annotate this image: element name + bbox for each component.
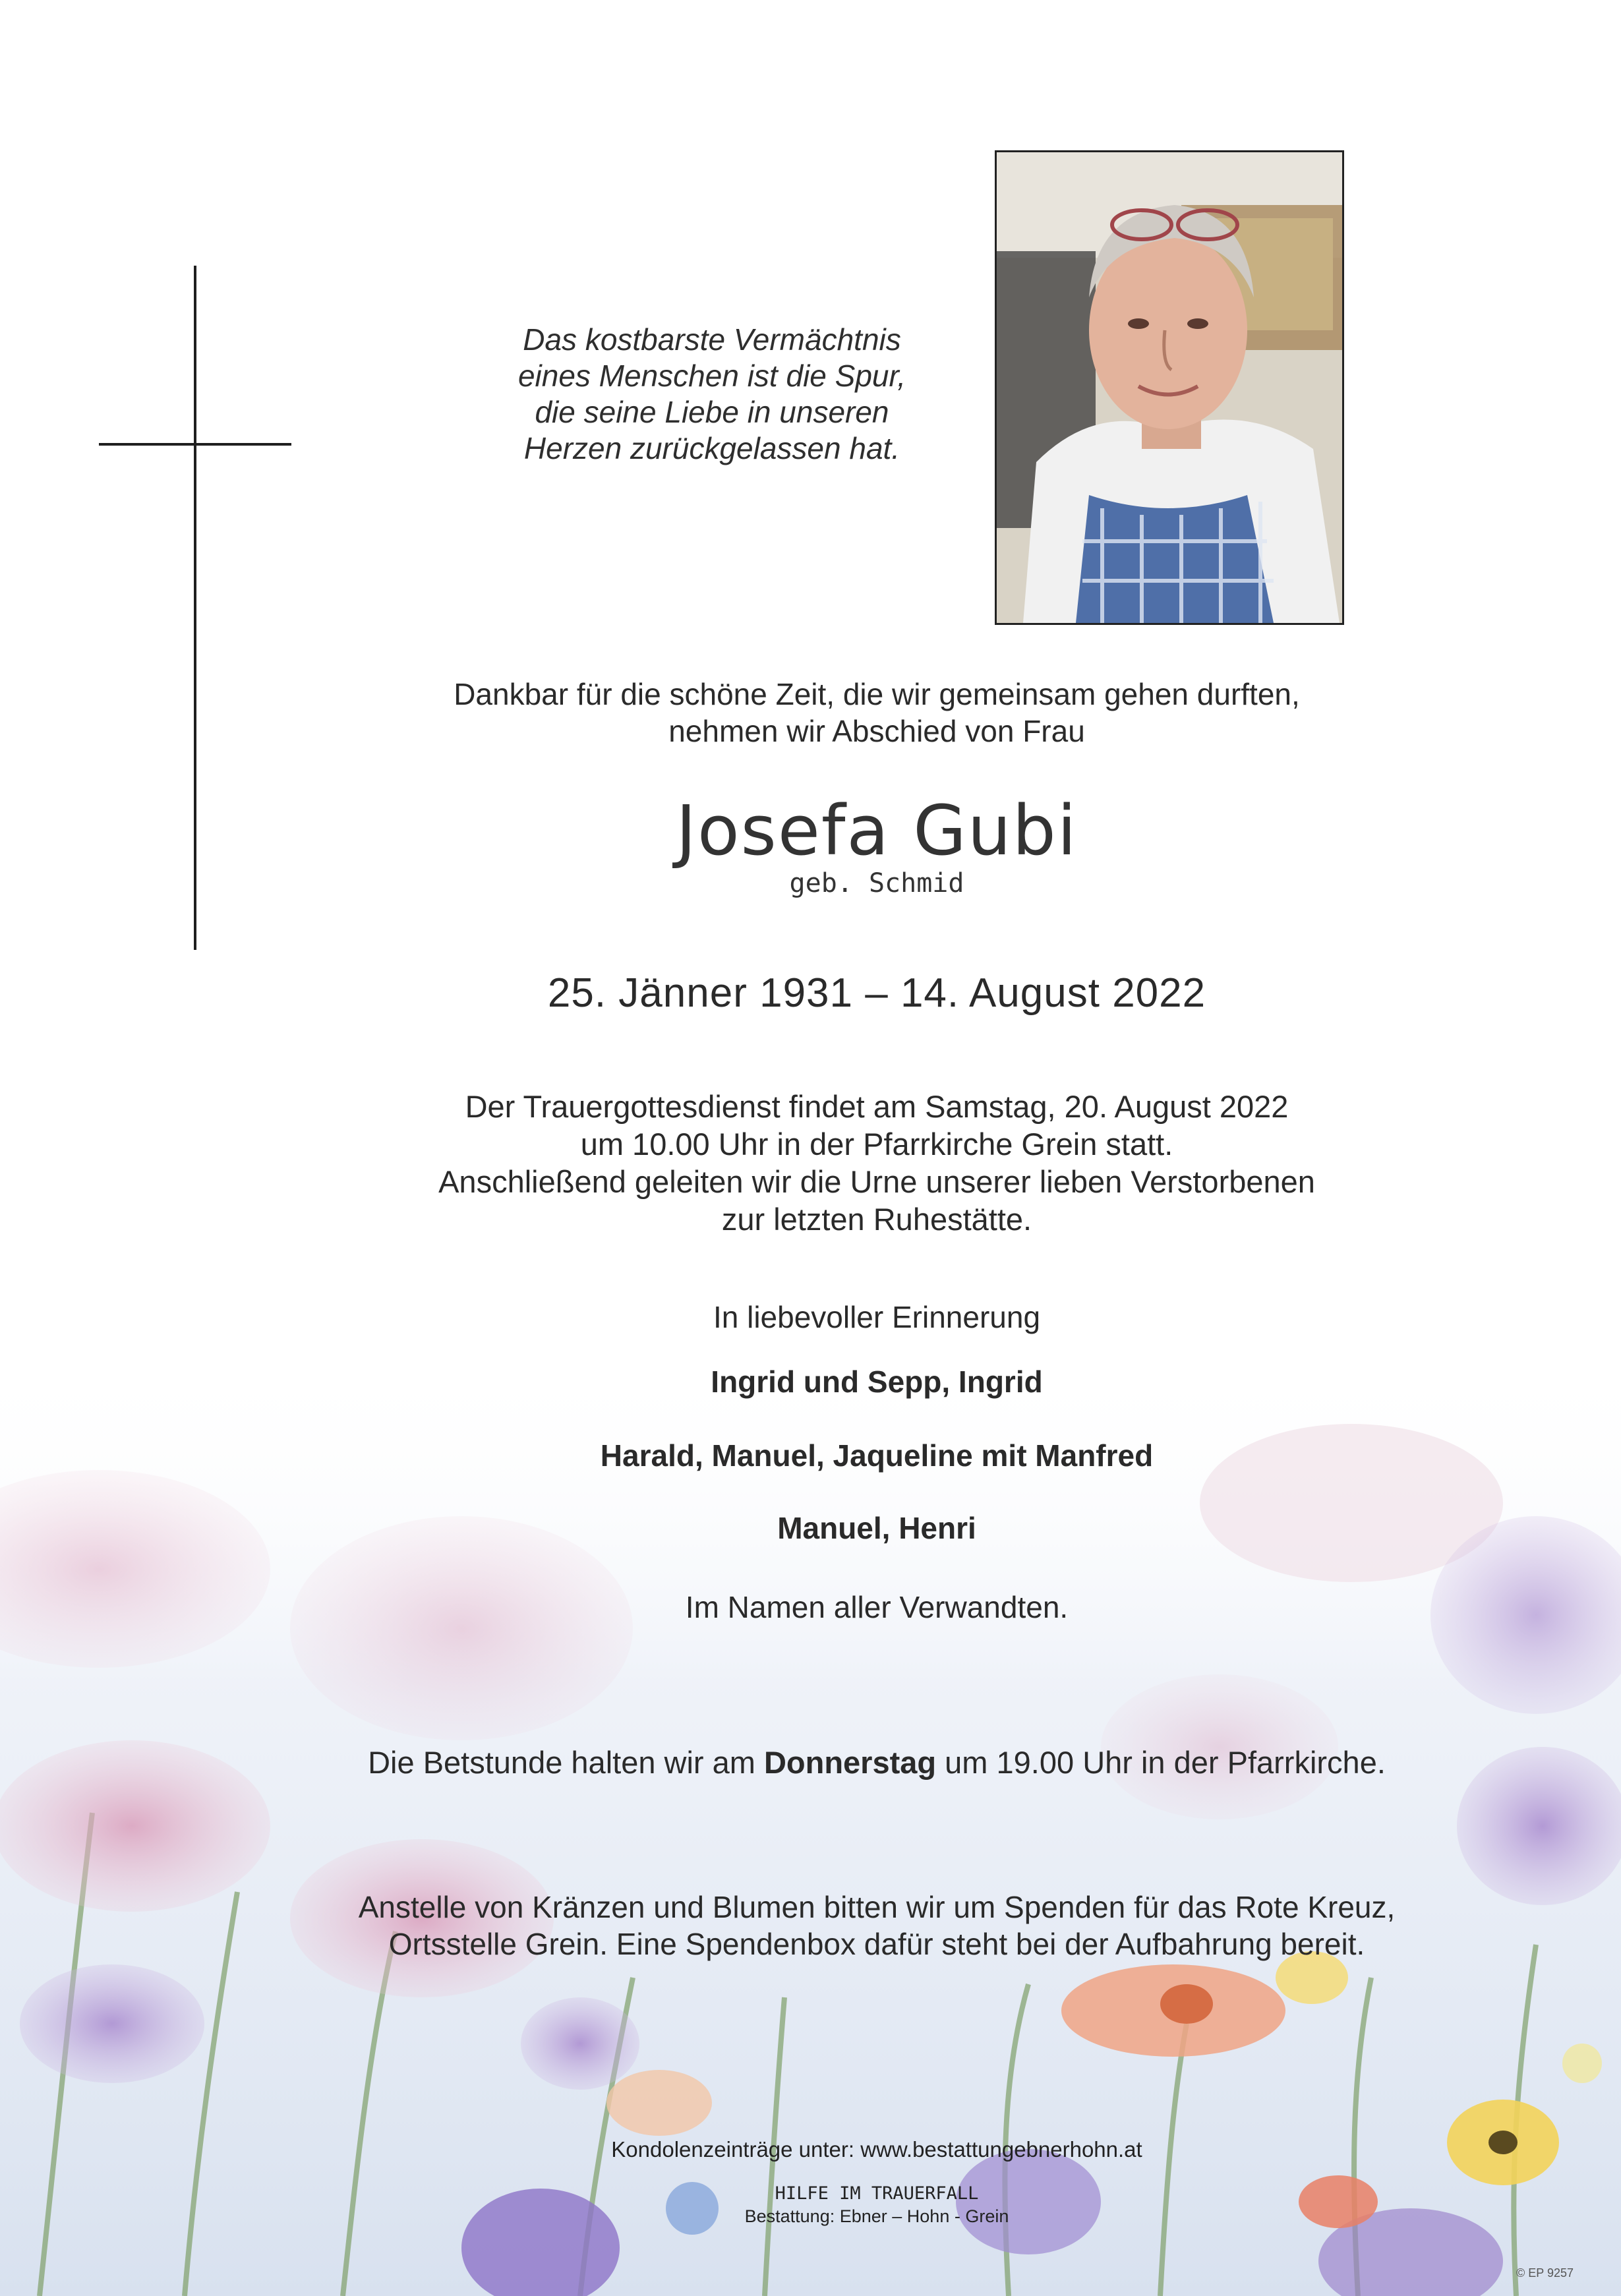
donation-line: Ortsstelle Grein. Eine Spendenbox dafür steht bei der Aufbahrung bereit. (388, 1927, 1365, 1961)
quote-line: Herzen zurückgelassen hat. (523, 431, 900, 465)
cross-vertical-bar (194, 266, 196, 950)
family-line: Manuel, Henri (777, 1511, 976, 1545)
funeral-service-info (283, 1088, 1470, 1238)
help-title: HILFE IM TRAUERFALL (775, 2183, 979, 2204)
print-code: © EP 9257 (1516, 2266, 1574, 2280)
portrait-illustration (997, 152, 1342, 623)
quote-line: die seine Liebe in unseren (535, 395, 889, 429)
quote-line: eines Menschen ist die Spur, (517, 359, 906, 393)
condolence-link[interactable]: Kondolenzeinträge unter: www.bestattungebnerhohn.at (611, 2137, 1142, 2162)
prayer-day: Donnerstag (763, 1745, 937, 1780)
family-line: Harald, Manuel, Jaqueline mit Manfred (600, 1438, 1154, 1473)
cross-horizontal-bar (99, 443, 291, 446)
service-line: zur letzten Ruhestätte. (721, 1202, 1032, 1237)
donation-line: Anstelle von Kränzen und Blumen bitten wir um Spenden für das Rote Kreuz, (358, 1890, 1396, 1924)
farewell-intro (283, 676, 1470, 750)
prayer-text-after: um 19.00 Uhr in der Pfarrkirche. (936, 1745, 1386, 1780)
donation-note (218, 1889, 1536, 1962)
prayer-text-before: Die Betstunde halten wir am (368, 1745, 764, 1780)
prayer-hour-info (218, 1744, 1536, 1782)
family-line: Ingrid und Sepp, Ingrid (711, 1365, 1043, 1399)
service-line: Der Trauergottesdienst findet am Samstag, 20. August 2022 (465, 1089, 1289, 1124)
intro-line: nehmen wir Abschied von Frau (668, 714, 1085, 748)
memory-intro: In liebevoller Erinnerung (713, 1300, 1041, 1334)
portrait-photo (995, 150, 1344, 625)
life-dates: 25. Jänner 1931 – 14. August 2022 (547, 970, 1206, 1016)
service-line: Anschließend geleiten wir die Urne unserer lieben Verstorbenen (438, 1164, 1315, 1199)
deceased-name: Josefa Gubi (676, 790, 1078, 871)
quote-line: Das kostbarste Vermächtnis (523, 322, 901, 357)
intro-line: Dankbar für die schöne Zeit, die wir gemeinsam gehen durften, (454, 677, 1300, 711)
birth-name: geb. Schmid (789, 868, 964, 898)
undertaker-name: Bestattung: Ebner – Hohn - Grein (744, 2206, 1009, 2226)
memorial-quote (409, 322, 1015, 467)
relatives-note: Im Namen aller Verwandten. (685, 1590, 1069, 1624)
service-line: um 10.00 Uhr in der Pfarrkirche Grein statt. (580, 1127, 1173, 1162)
